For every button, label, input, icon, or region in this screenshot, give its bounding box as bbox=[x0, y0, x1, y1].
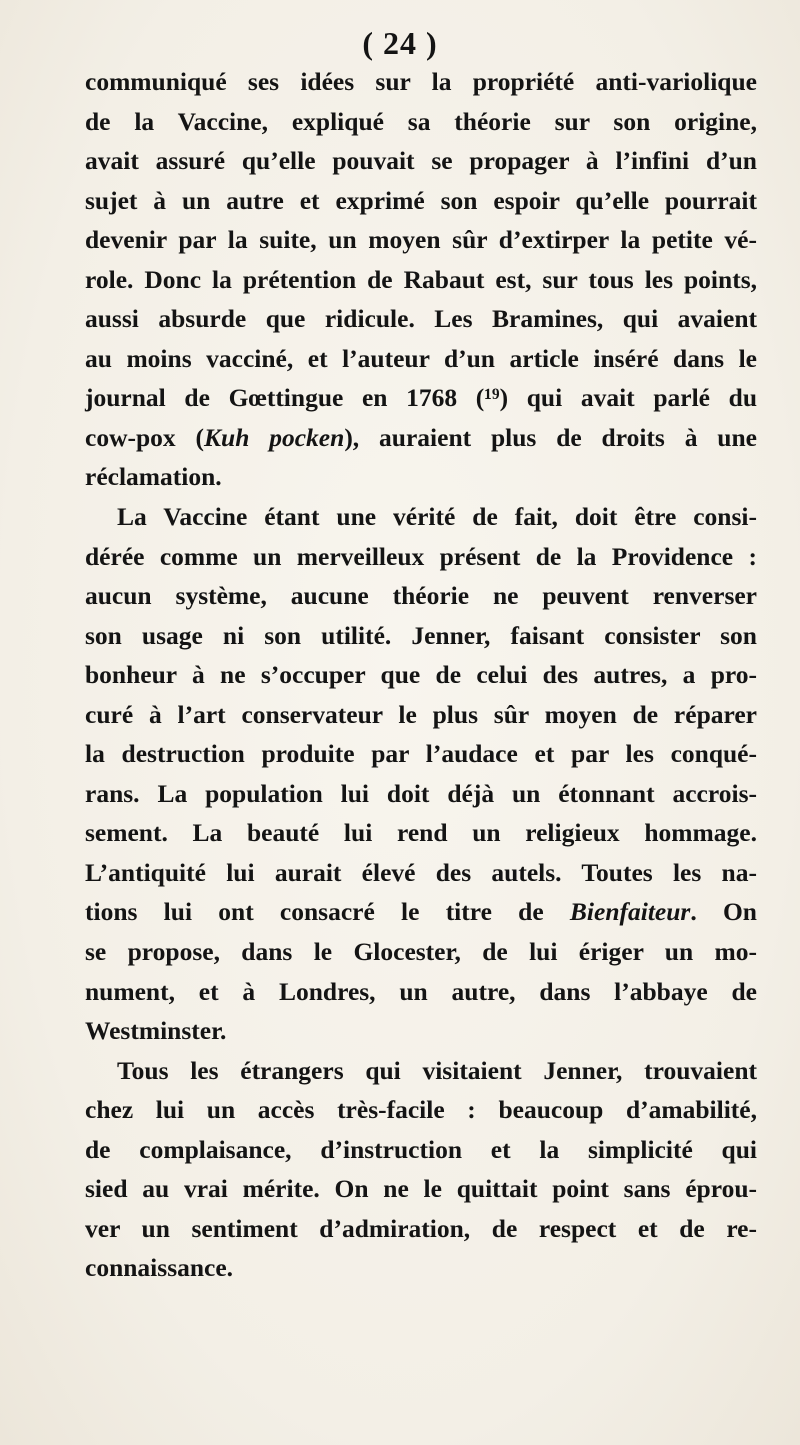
text-line: sement. La beauté lui rend un religieux hommage. bbox=[85, 818, 757, 848]
text-line: Tous les étrangers qui visitaient Jenner, trouvaient bbox=[117, 1055, 757, 1085]
text-line: devenir par la suite, un moyen sûr d’extirper la petite vé- bbox=[85, 225, 757, 255]
text-segment: ), auraient plus de droits à une bbox=[344, 422, 757, 452]
text-line: journal de Gœttingue en 1768 (¹⁹) qui avait parlé du bbox=[85, 383, 757, 413]
text-line bbox=[85, 892, 757, 932]
text-segment: cow-pox ( bbox=[85, 422, 205, 452]
body-text bbox=[85, 62, 757, 1288]
page-number: ( 24 ) bbox=[362, 25, 438, 61]
text-line: dérée comme un merveilleux présent de la Providence : bbox=[85, 541, 757, 571]
text-line: La Vaccine étant une vérité de fait, doit être consi- bbox=[117, 502, 757, 532]
text-line: au moins vacciné, et l’auteur d’un article inséré dans le bbox=[85, 343, 757, 373]
text-line: curé à l’art conservateur le plus sûr moyen de réparer bbox=[85, 699, 757, 729]
text-line: de la Vaccine, expliqué sa théorie sur son origine, bbox=[85, 106, 757, 136]
text-line: L’antiquité lui aurait élevé des autels. Toutes les na- bbox=[85, 857, 757, 887]
text-line: sujet à un autre et exprimé son espoir qu’elle pourrait bbox=[85, 185, 757, 215]
text-line: nument, et à Londres, un autre, dans l’abbaye de bbox=[85, 976, 757, 1006]
text-line: bonheur à ne s’occuper que de celui des autres, a pro- bbox=[85, 660, 757, 690]
text-segment: . On bbox=[690, 897, 757, 927]
text-line: de complaisance, d’instruction et la simplicité qui bbox=[85, 1134, 757, 1164]
italic-term: Bienfaiteur bbox=[569, 897, 691, 927]
text-line bbox=[85, 418, 757, 458]
text-line: la destruction produite par l’audace et par les conqué- bbox=[85, 739, 757, 769]
text-line: avait assuré qu’elle pouvait se propager à l’infini d’un bbox=[85, 146, 757, 176]
text-line: communiqué ses idées sur la propriété anti-variolique bbox=[85, 67, 757, 96]
text-line: réclamation. bbox=[85, 462, 222, 492]
text-line: chez lui un accès très-facile : beaucoup d’amabilité, bbox=[85, 1095, 757, 1125]
italic-term: Kuh pocken bbox=[204, 422, 345, 452]
text-segment: tions lui ont consacré le titre de bbox=[85, 897, 570, 927]
text-line: connaissance. bbox=[85, 1253, 234, 1283]
text-line: aucun système, aucune théorie ne peuvent renverser bbox=[85, 581, 757, 611]
text-line: aussi absurde que ridicule. Les Bramines, qui avaient bbox=[85, 304, 757, 334]
text-line: sied au vrai mérite. On ne le quittait point sans éprou- bbox=[85, 1174, 757, 1204]
text-line: rans. La population lui doit déjà un étonnant accrois- bbox=[85, 778, 757, 808]
text-line: Westminster. bbox=[85, 1016, 227, 1046]
text-line: role. Donc la prétention de Rabaut est, sur tous les points, bbox=[85, 264, 757, 294]
text-line: ver un sentiment d’admiration, de respect et de re- bbox=[85, 1213, 757, 1243]
text-line: se propose, dans le Glocester, de lui ériger un mo- bbox=[85, 937, 757, 967]
text-line: son usage ni son utilité. Jenner, faisant consister son bbox=[85, 620, 757, 650]
